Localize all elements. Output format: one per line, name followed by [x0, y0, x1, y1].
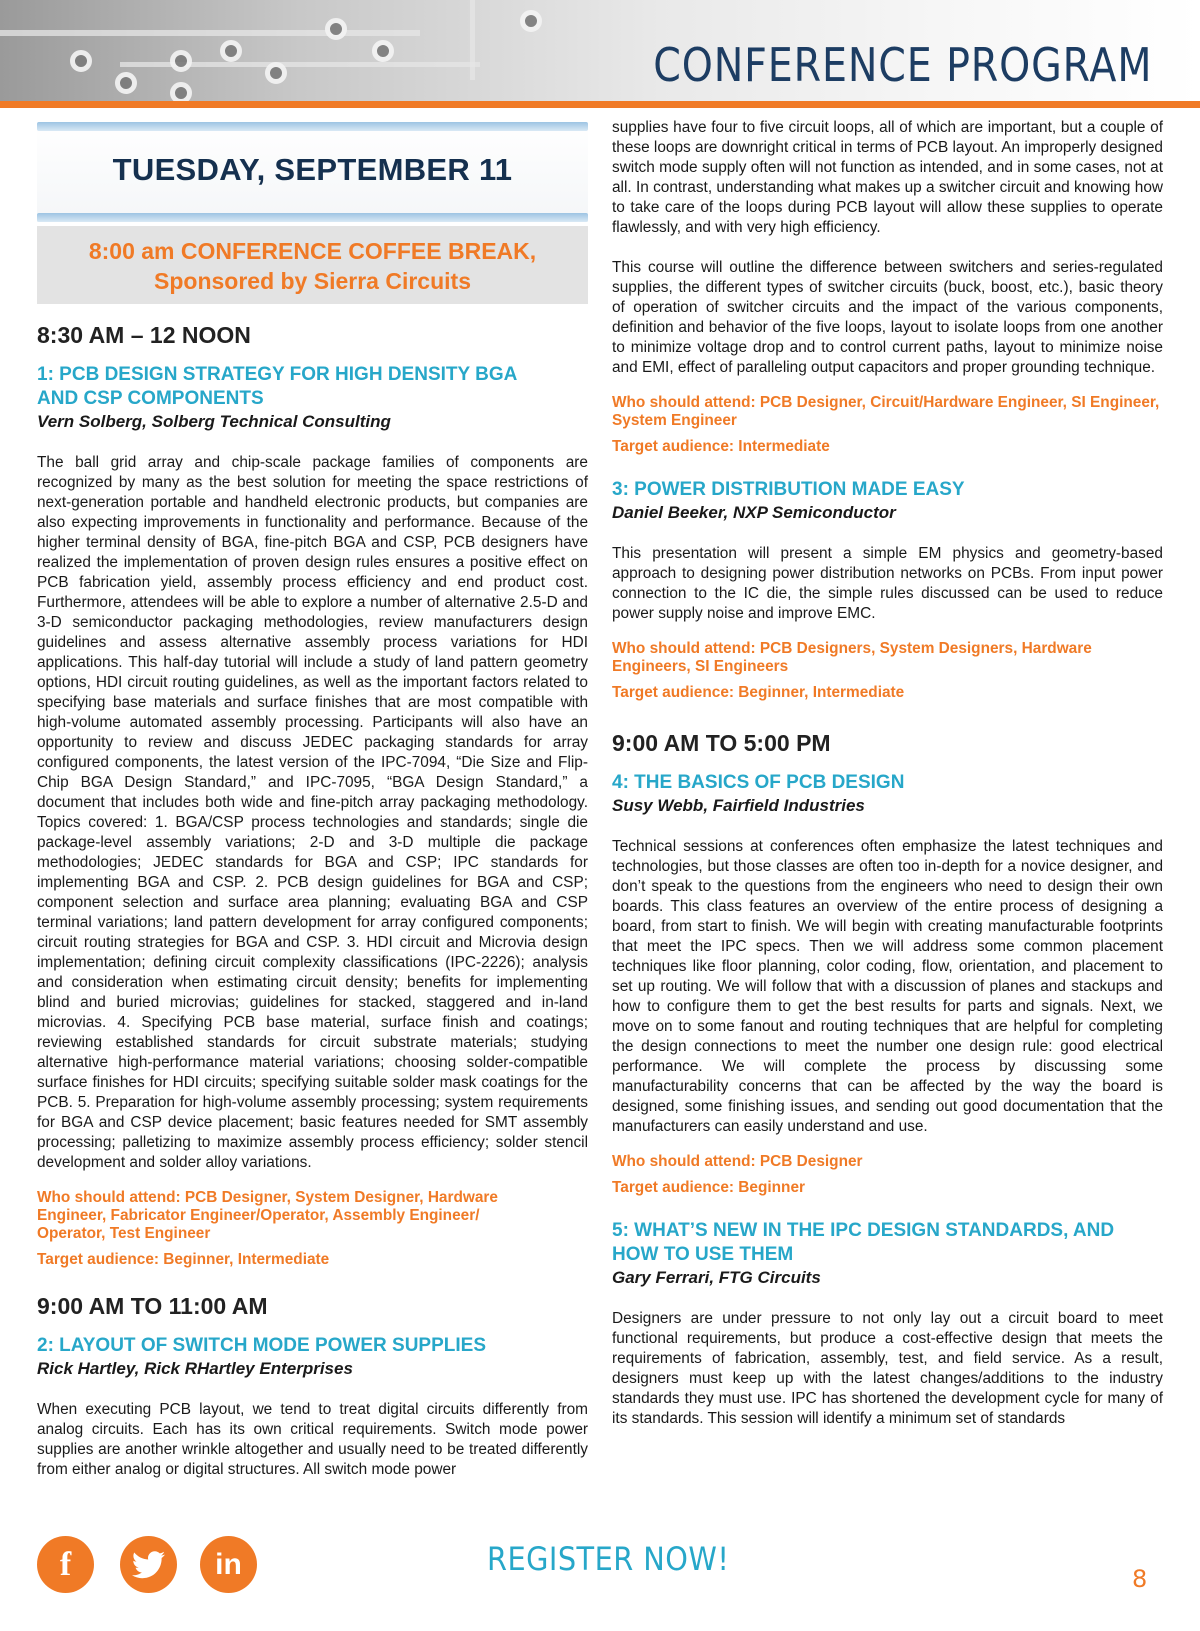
session-title: 3: POWER DISTRIBUTION MADE EASY: [612, 479, 965, 500]
session-speaker: Rick Hartley, Rick RHartley Enterprises: [37, 1359, 353, 1378]
page-title: CONFERENCE PROGRAM: [652, 38, 1152, 92]
who-should-attend: Who should attend: PCB Designer, System Designer, Hardware Engineer, Fabricator Engineer/Operator, Assembly Engineer/ Operator, Test Engineer: [37, 1189, 498, 1242]
facebook-icon[interactable]: f: [37, 1536, 94, 1593]
session-speaker: Daniel Beeker, NXP Semiconductor: [612, 503, 896, 522]
register-now-link[interactable]: REGISTER NOW!: [487, 1540, 730, 1578]
session-description: This presentation will present a simple EM physics and geometry-based approach to designing power distribution networks on PCBs. From input power connection to the IC die, the simple rules discussed can be used to reduce power supply noise and improve EMC.: [612, 545, 1163, 622]
who-should-attend: Who should attend: PCB Designers, System Designers, Hardware Engineers, SI Engineers: [612, 640, 1092, 675]
time-heading: 9:00 AM TO 5:00 PM: [612, 730, 831, 756]
left-column: [37, 118, 588, 1480]
coffee-break-sponsor: Sponsored by Sierra Circuits: [154, 268, 471, 294]
session-description: Designers are under pressure to not only lay out a circuit board to meet functional requirements, but produce a cost-effective design that meets the requirements of fabrication, assembly, test, and field service. As a result, designers must keep up with the latest changes/additions to the industry standards they must use. IPC has shortened the development cycle for many of its standards. This session will identify a minimum set of standards: [612, 1310, 1163, 1427]
pcb-via-dot: [170, 50, 192, 72]
pcb-trace: [0, 30, 420, 36]
session-speaker: Susy Webb, Fairfield Industries: [612, 796, 865, 815]
day-title: TUESDAY, SEPTEMBER 11: [112, 152, 513, 187]
target-audience: Target audience: Beginner, Intermediate: [612, 684, 905, 701]
coffee-break-box: [37, 226, 588, 304]
day-banner: [37, 122, 588, 222]
linkedin-icon[interactable]: in: [200, 1536, 257, 1593]
header-banner: [0, 0, 1200, 105]
session-description: The ball grid array and chip-scale package families of components are recognized by many as the best solution for meeting the space restrictions of next-generation portable and handheld electronic products, but companies are also expecting improvements in functionality and performance. Because of the higher terminal density of BGA, fine-pitch BGA and CSP, PCB designers have realized the implementation of proven design rules ensures a positive effect on PCB fabrication yield, assembly process efficiency and end product cost. Furthermore, attendees will be able to explore a number of alternative 2.5-D and 3-D semiconductor packaging methodologies, review manufacturers design guidelines and assess alternative assembly process variations for HDI applications. This half-day tutorial will include a study of land pattern geometry options, HDI circuit routing guidelines, as well as the important factors related to specifying base materials and surface finishes that are most compatible with high-volume automated assembly processing. Participants will also have an opportunity to review and discuss JEDEC packaging standards for array configured components, the latest version of the IPC-7094, “Die Size and Flip-Chip BGA Design Standard,” and IPC-7095, “BGA Design Standard,” a document that includes both wide and fine-pitch array packaging methodology. Topics covered: 1. BGA/CSP process technologies and standards; single die package-level assembly variations; 2-D and 3-D multiple die package methodologies; JEDEC standards for BGA and CSP; IPC standards for implementing BGA and CSP. 2. PCB design guidelines for BGA and CSP; component selection and surface area planning; evaluating BGA and CSP terminal variations; land pattern development for array configured components; circuit routing strategies for BGA and CSP. 3. HDI circuit and Microvia design implementation; defining circuit complexity classifications (IPC-2226); analysis and consideration when estimating circuit density; benefits for implementing blind and buried microvias; guidelines for stacked, staggered and in-land microvias. 4. Specifying PCB base material, surface finish and coatings; reviewing established standards for circuit substrate materials; studying alternative high-performance material variations; choosing solder-compatible surface finishes for HDI circuits; specifying suitable solder mask coatings for the PCB. 5. Preparation for high-volume assembly processing; system requirements for BGA and CSP device placement; basic features needed for SMT assembly processing; palletizing to maximize assembly process efficiency; solder stencil development and solder alloy variations.: [37, 454, 588, 1171]
session-description: When executing PCB layout, we tend to treat digital circuits differently from analog circuits. Each has its own critical requirements. Switch mode power supplies are another wrinkle altogether and usually need to be treated differently from either analog or digital structures. All switch mode power: [37, 1401, 588, 1478]
pcb-via-dot: [115, 72, 137, 94]
target-audience: Target audience: Intermediate: [612, 438, 830, 455]
session-description: Technical sessions at conferences often emphasize the latest techniques and technologies, but those classes are often too in-depth for a novice designer, and don’t speak to the questions from the engineers who need to design their own boards. This class features an overview of the entire process of designing a board, from start to finish. We will begin with creating manufacturable footprints that meet the IPC specs. Then we will address some common placement techniques like floor planning, color coding, flow, orientation, and placement to set up routing. We will follow that with a discussion of planes and stackups and how to configure them to get the best results for parts and signals. Next, we move on to some fanout and routing techniques that are helpful for completing the design connections to meet the number one design rule: good electrical performance. We will complete the process by discussing some manufacturability concerns that can be affected by the way the board is designed, some finishing issues, and sending out good documentation that the manufacturers can easily understand and use.: [612, 838, 1163, 1135]
session-description-continued: supplies have four to five circuit loops, all of which are important, but a couple of these loops are downright critical in terms of PCB layout. An improperly designed switch mode supply often will not function as intended, and in some cases, not at all. In contrast, understanding what makes up a switcher circuit and knowing how to take care of the loops during PCB layout will allow these supplies to operate flawlessly, and with very high efficiency.: [612, 119, 1163, 236]
page-number: 8: [1132, 1565, 1148, 1593]
session-title: 1: PCB DESIGN STRATEGY FOR HIGH DENSITY BGA AND CSP COMPONENTS: [37, 364, 517, 409]
blue-bar-bottom: [37, 213, 588, 222]
blue-bar-top: [37, 122, 588, 131]
pcb-via-dot: [520, 10, 542, 32]
pcb-via-dot: [372, 40, 394, 62]
session-speaker: Gary Ferrari, FTG Circuits: [612, 1268, 821, 1287]
session-title: 2: LAYOUT OF SWITCH MODE POWER SUPPLIES: [37, 1335, 486, 1356]
session-title: 5: WHAT’S NEW IN THE IPC DESIGN STANDARDS, AND HOW TO USE THEM: [612, 1220, 1115, 1265]
header-orange-rule: [0, 101, 1200, 108]
pcb-via-dot: [325, 18, 347, 40]
coffee-break-title: 8:00 am CONFERENCE COFFEE BREAK,: [88, 238, 537, 264]
time-heading: 9:00 AM TO 11:00 AM: [37, 1293, 268, 1319]
right-column: [612, 118, 1163, 1429]
session-description-continued: This course will outline the difference between switchers and series-regulated supplies, the different types of switcher circuits (buck, boost, etc.), basic theory of operation of switcher circuits and the impact of the various components, definition and behavior of the five loops, layout to isolate loops from one another to minimize voltage drop and to control current paths, layout to minimize noise and EMI, effect of paralleling output capacitors and proper grounding technique.: [612, 259, 1163, 376]
session-title: 4: THE BASICS OF PCB DESIGN: [612, 772, 905, 793]
time-heading: 8:30 AM – 12 NOON: [37, 322, 251, 348]
twitter-icon[interactable]: [120, 1536, 177, 1593]
pcb-trace: [470, 0, 475, 80]
pcb-via-dot: [70, 50, 92, 72]
session-speaker: Vern Solberg, Solberg Technical Consulting: [37, 412, 391, 431]
who-should-attend: Who should attend: PCB Designer: [612, 1153, 863, 1170]
pcb-via-dot: [265, 62, 287, 84]
twitter-bird-icon: [132, 1551, 166, 1579]
who-should-attend: Who should attend: PCB Designer, Circuit/Hardware Engineer, SI Engineer, System Engineer: [612, 394, 1160, 429]
pcb-via-dot: [220, 40, 242, 62]
target-audience: Target audience: Beginner: [612, 1179, 805, 1196]
target-audience: Target audience: Beginner, Intermediate: [37, 1251, 330, 1268]
